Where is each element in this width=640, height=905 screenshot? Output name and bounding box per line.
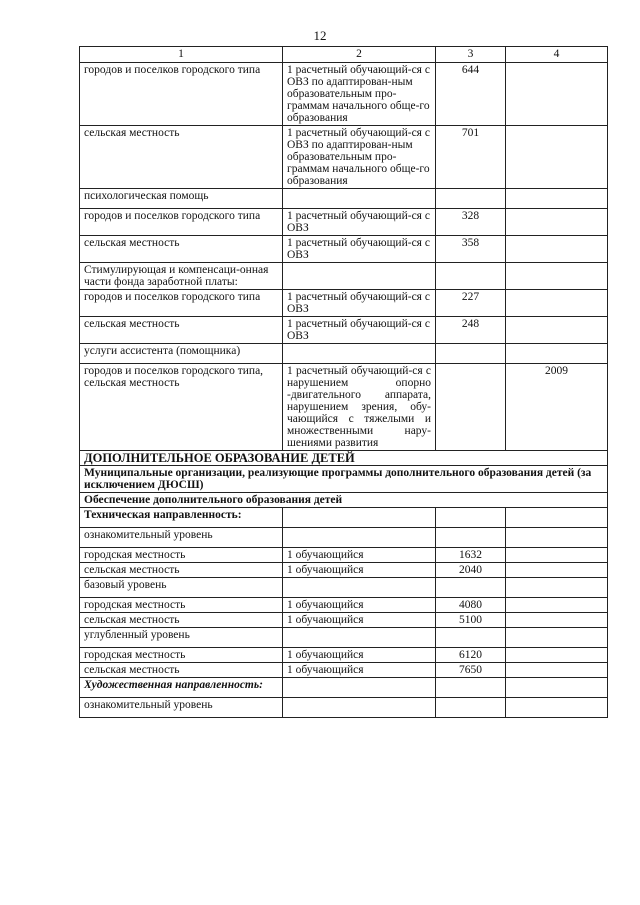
table-row	[80, 209, 608, 236]
row-label: сельская местность	[80, 126, 283, 189]
rate-value-col4: 2009	[506, 364, 608, 451]
rate-value-col4	[506, 263, 608, 290]
unit-description	[283, 189, 436, 209]
rate-value: 1632	[436, 548, 506, 563]
table-row	[80, 578, 608, 598]
row-label: Техническая направленность:	[80, 508, 283, 528]
unit-description	[283, 263, 436, 290]
rate-value: 701	[436, 126, 506, 189]
unit-description: 1 обучающийся	[283, 648, 436, 663]
row-label: городов и поселков городского типа	[80, 63, 283, 126]
unit-description	[283, 628, 436, 648]
row-label: сельская местность	[80, 236, 283, 263]
unit-description: 1 расчетный обучающий-ся с ОВЗ	[283, 317, 436, 344]
rate-value	[436, 578, 506, 598]
section-heading-row	[80, 466, 608, 493]
table-row	[80, 528, 608, 548]
rate-value	[436, 678, 506, 698]
rate-value-col4	[506, 236, 608, 263]
unit-description: 1 обучающийся	[283, 548, 436, 563]
rate-value: 6120	[436, 648, 506, 663]
row-label: сельская местность	[80, 317, 283, 344]
rate-value-col4	[506, 209, 608, 236]
rate-value	[436, 528, 506, 548]
rate-value	[436, 628, 506, 648]
column-header: 4	[506, 47, 608, 63]
rate-value-col4	[506, 648, 608, 663]
unit-description: 1 обучающийся	[283, 563, 436, 578]
table-row	[80, 317, 608, 344]
rate-value-col4	[506, 548, 608, 563]
table-row	[80, 364, 608, 451]
rate-value-col4	[506, 698, 608, 718]
row-label: сельская местность	[80, 563, 283, 578]
rate-value: 358	[436, 236, 506, 263]
rate-value	[436, 698, 506, 718]
table-row	[80, 613, 608, 628]
row-label: городская местность	[80, 598, 283, 613]
rate-value: 5100	[436, 613, 506, 628]
section-heading-row	[80, 451, 608, 466]
unit-description: 1 расчетный обучающий-ся с ОВЗ по адаптирован-ным образовательным про-граммам начального обще-го образования	[283, 63, 436, 126]
unit-description: 1 обучающийся	[283, 663, 436, 678]
table-row	[80, 598, 608, 613]
section-heading: Муниципальные организации, реализующие программы дополнительного образования детей (за исключением ДЮСШ)	[80, 466, 608, 493]
rate-value: 248	[436, 317, 506, 344]
row-label: сельская местность	[80, 613, 283, 628]
table-row	[80, 563, 608, 578]
row-label: ознакомительный уровень	[80, 528, 283, 548]
table-row	[80, 344, 608, 364]
table-row	[80, 126, 608, 189]
rate-value-col4	[506, 508, 608, 528]
rate-value	[436, 508, 506, 528]
unit-description	[283, 508, 436, 528]
rate-value: 328	[436, 209, 506, 236]
row-label: Стимулирующая и компенсаци-онная части фонда заработной платы:	[80, 263, 283, 290]
rate-value-col4	[506, 678, 608, 698]
row-label: городов и поселков городского типа, сельская местность	[80, 364, 283, 451]
unit-description	[283, 578, 436, 598]
unit-description	[283, 528, 436, 548]
table-row	[80, 508, 608, 528]
unit-description: 1 расчетный обучающий-ся с ОВЗ	[283, 290, 436, 317]
row-label: городов и поселков городского типа	[80, 209, 283, 236]
table-row	[80, 63, 608, 126]
rate-value-col4	[506, 189, 608, 209]
rate-value-col4	[506, 317, 608, 344]
unit-description: 1 обучающийся	[283, 598, 436, 613]
rate-value-col4	[506, 290, 608, 317]
rate-value: 4080	[436, 598, 506, 613]
section-heading: ДОПОЛНИТЕЛЬНОЕ ОБРАЗОВАНИЕ ДЕТЕЙ	[80, 451, 608, 466]
table-row	[80, 189, 608, 209]
rate-value-col4	[506, 578, 608, 598]
page-number: 12	[313, 28, 327, 43]
rate-value-col4	[506, 663, 608, 678]
rate-value	[436, 364, 506, 451]
table-row	[80, 628, 608, 648]
unit-description: 1 расчетный обучающий-ся с ОВЗ	[283, 209, 436, 236]
unit-description	[283, 678, 436, 698]
rate-value: 7650	[436, 663, 506, 678]
rate-value-col4	[506, 344, 608, 364]
rate-value: 644	[436, 63, 506, 126]
column-header: 2	[283, 47, 436, 63]
column-header: 3	[436, 47, 506, 63]
rate-value-col4	[506, 628, 608, 648]
rate-value-col4	[506, 528, 608, 548]
rate-value	[436, 189, 506, 209]
rate-value-col4	[506, 63, 608, 126]
unit-description	[283, 344, 436, 364]
table-row	[80, 290, 608, 317]
row-label: городов и поселков городского типа	[80, 290, 283, 317]
table-row	[80, 236, 608, 263]
table-row	[80, 678, 608, 698]
unit-description: 1 обучающийся	[283, 613, 436, 628]
rate-value	[436, 344, 506, 364]
rate-value	[436, 263, 506, 290]
row-label: услуги ассистента (помощника)	[80, 344, 283, 364]
table-row	[80, 548, 608, 563]
table-row	[80, 663, 608, 678]
rate-value-col4	[506, 126, 608, 189]
table-row	[80, 648, 608, 663]
table-row	[80, 263, 608, 290]
unit-description: 1 расчетный обучающий-ся с ОВЗ	[283, 236, 436, 263]
section-heading: Обеспечение дополнительного образования детей	[80, 493, 608, 508]
column-header: 1	[80, 47, 283, 63]
row-label: психологическая помощь	[80, 189, 283, 209]
rate-value-col4	[506, 598, 608, 613]
row-label: сельская местность	[80, 663, 283, 678]
rate-value-col4	[506, 613, 608, 628]
rate-value: 227	[436, 290, 506, 317]
section-heading-row	[80, 493, 608, 508]
unit-description: 1 расчетный обучающий-ся с ОВЗ по адаптирован-ным образовательным про-граммам начального обще-го образования	[283, 126, 436, 189]
row-label: городская местность	[80, 648, 283, 663]
row-label: городская местность	[80, 548, 283, 563]
tariff-table	[79, 46, 608, 718]
row-label: углубленный уровень	[80, 628, 283, 648]
unit-description	[283, 698, 436, 718]
row-label: Художественная направленность:	[80, 678, 283, 698]
row-label: ознакомительный уровень	[80, 698, 283, 718]
row-label: базовый уровень	[80, 578, 283, 598]
unit-description: 1 расчетный обучающий-ся с нарушением опорно -двигательного аппарата, нарушением зрения, обу-чающийся с тяжелыми и множественными нару-шениями развития	[283, 364, 436, 451]
rate-value: 2040	[436, 563, 506, 578]
column-number-header	[80, 47, 608, 63]
rate-value-col4	[506, 563, 608, 578]
table-row	[80, 698, 608, 718]
